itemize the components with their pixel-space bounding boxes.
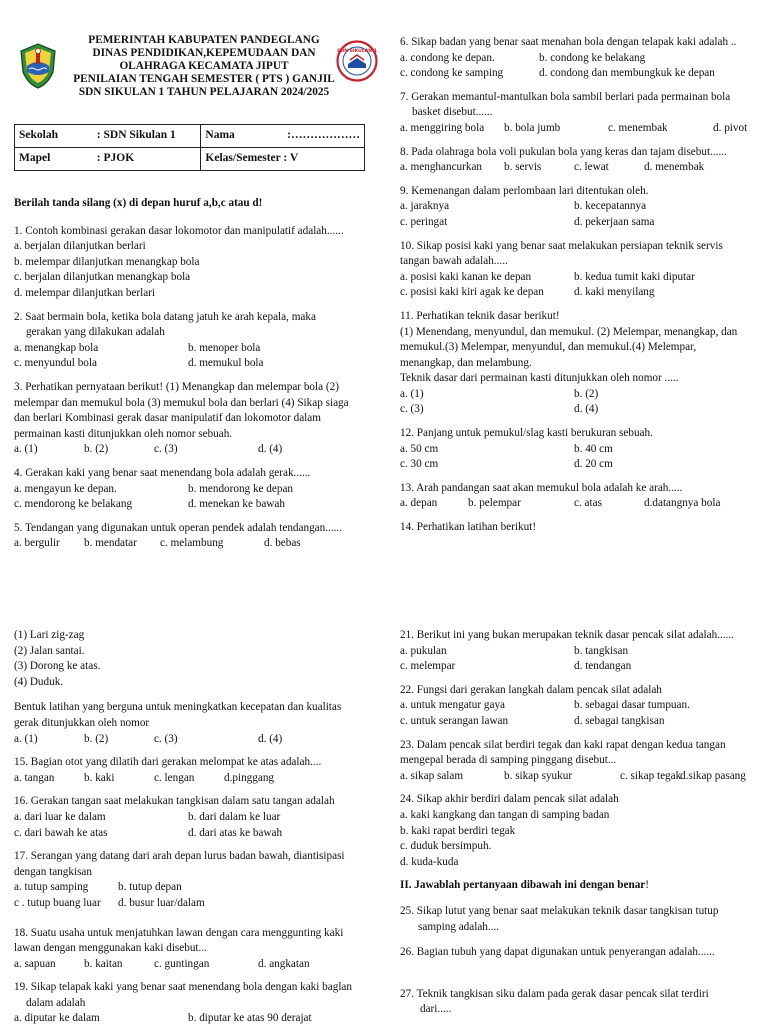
option[interactable]: c. atas [574,497,602,510]
question-26 [400,945,754,961]
header-line-2: DINAS PENDIDIKAN,KEPEMUDAAN DAN [92,47,316,59]
option[interactable]: d. (4) [258,443,283,456]
option[interactable]: a. depan [400,497,438,510]
question-2 [14,310,364,372]
list-item: (2) Jalan santai. [14,644,85,657]
section-2-heading [400,878,754,894]
option[interactable]: c. duduk bersimpuh. [400,840,492,853]
question-15 [14,755,364,786]
option[interactable]: a. (1) [14,443,38,456]
option[interactable]: c. menyundul bola [14,357,97,370]
pandeglang-regency-logo [18,42,58,90]
question-text: 25. Sikap lutut yang benar saat melakukan teknik dasar tangkisan tutup [400,904,719,917]
option[interactable]: a. 50 cm [400,442,439,455]
option[interactable]: c. peringat [400,215,448,228]
option[interactable]: d. menembak [644,161,705,174]
option[interactable]: c. lengan [154,771,195,784]
option[interactable]: d. sebagai tangkisan [574,714,665,727]
option[interactable]: b. kaki rapat berdiri tegak [400,824,516,837]
option[interactable]: a. untuk mengatur gaya [400,699,506,712]
sekolah-label: Sekolah [15,125,93,148]
option[interactable]: b. melempar dilanjutkan menangkap bola [14,255,200,268]
option[interactable]: a. menghancurkan [400,161,483,174]
question-body: (1) Menendang, menyundul, dan memukul. (2) Melempar, menangkap, dan memukul.(3) Melempar, menyundul, dan memukul.(4) Melempar, menangkap, dan melambung. [400,325,738,369]
option[interactable]: c . tutup buang luar [14,896,101,909]
option[interactable]: c. berjalan dilanjutkan menangkap bola [14,271,191,284]
option[interactable]: b. bola jumb [504,121,561,134]
question-22 [400,683,754,730]
question-text: 2. Saat bermain bola, ketika bola datang jatuh ke arah kepala, maka [14,310,316,323]
question-24 [400,792,754,870]
option[interactable]: b. dari dalam ke luar [188,810,281,823]
option[interactable]: d.datangnya bola [644,497,721,510]
question-14-list [14,628,364,690]
header-line-3: OLAHRAGA KECAMATA JIPUT [119,60,289,72]
option[interactable]: b. mendorong ke depan [188,482,294,495]
question-text: 22. Fungsi dari gerakan langkah dalam pencak silat adalah [400,683,662,696]
question-4 [14,466,364,513]
student-info-table [14,124,365,171]
option[interactable]: b. condong ke belakang [539,51,646,64]
option[interactable]: a. sikap salam [400,769,464,782]
question-14-cont [14,700,364,747]
question-ask: Teknik dasar dari permainan kasti ditunjukkan oleh nomor ..... [400,372,679,385]
option[interactable]: d.sikap pasang [680,769,746,782]
option[interactable]: a. (1) [14,732,38,745]
question-11 [400,309,752,418]
question-7 [400,90,752,137]
question-text: 18. Suatu usaha untuk menjatuhkan lawan dengan cara menggunting kaki lawan dengan menggunakan kaki disebut... [14,926,344,955]
option[interactable]: d. tendangan [574,660,632,673]
question-1 [14,224,364,302]
question-21 [400,628,754,675]
option[interactable]: a. condong ke depan. [400,51,495,64]
option[interactable]: a. posisi kaki kanan ke depan [400,270,532,283]
sekolah-value: : SDN Sikulan 1 [93,125,201,148]
right-column-page-2 [400,628,754,1026]
option[interactable]: b. kecepatannya [574,200,647,213]
option[interactable]: b. kaitan [84,957,123,970]
option[interactable]: d. bebas [264,537,301,550]
option[interactable]: a. berjalan dilanjutkan berlari [14,240,146,253]
option[interactable]: c. posisi kaki kiri agak ke depan [400,286,544,299]
option[interactable]: a. jaraknya [400,200,450,213]
instruction: Berilah tanda silang (x) di depan huruf a,b,c atau d! [14,197,263,209]
question-text: 12. Panjang untuk pemukul/slag kasti berukuran sebuah. [400,427,653,440]
nama-value[interactable]: :……………… [283,125,364,148]
letterhead-text [54,34,354,99]
option[interactable]: a. tutup samping [14,881,89,894]
question-text-cont: basket disebut...... [412,106,493,119]
option[interactable]: b. tutup depan [118,881,182,894]
option[interactable]: d. condong dan membungkuk ke depan [539,67,715,80]
option[interactable]: b. kedua tumit kaki diputar [574,270,695,283]
header-line-4: PENILAIAN TENGAH SEMESTER ( PTS ) GANJIL [73,73,335,85]
list-item: (3) Dorong ke atas. [14,660,101,673]
option[interactable]: d. menekan ke bawah [188,498,285,511]
option[interactable]: a. kaki kangkang dan tangan di samping badan [400,808,610,821]
option[interactable]: b. sikap syukur [504,769,573,782]
option[interactable]: b. mendatar [84,537,137,550]
option[interactable]: d. (4) [258,732,283,745]
question-text: 24. Sikap akhir berdiri dalam pencak silat adalah [400,793,619,806]
list-item: (4) Duduk. [14,675,64,688]
option[interactable]: c. untuk serangan lawan [400,714,509,727]
question-text: 26. Bagian tubuh yang dapat digunakan untuk penyerangan adalah...... [400,946,715,959]
option[interactable]: d. kuda-kuda [400,855,459,868]
question-17 [14,849,364,911]
question-text: 15. Bagian otot yang dilatih dari gerakan melompat ke atas adalah.... [14,756,322,769]
question-5 [14,521,364,552]
question-text: 13. Arah pandangan saat akan memukul bola adalah ke arah..... [400,481,683,494]
option[interactable]: c. condong ke samping [400,67,504,80]
nama-label: Nama [201,125,283,148]
question-12 [400,426,752,473]
question-text: 9. Kemenangan dalam perlombaan lari ditentukan oleh. [400,184,649,197]
question-text: 17. Serangan yang datang dari arah depan lurus badan bawah, diantisipasi dengan tangkisan [14,850,345,878]
option[interactable]: c. dari bawah ke atas [14,826,108,839]
left-column-page-1 [14,196,364,560]
option[interactable]: b. (2) [84,443,109,456]
question-8 [400,145,752,176]
option[interactable]: d. dari atas ke bawah [188,826,283,839]
option[interactable]: d. kaki menyilang [574,286,655,299]
option[interactable]: a. menangkap bola [14,341,99,354]
option[interactable]: c. 30 cm [400,458,439,471]
question-text-cont: dari..... [420,1003,452,1016]
option[interactable]: a. (1) [400,387,424,400]
option[interactable]: a. tangan [14,771,55,784]
question-text: 23. Dalam pencak silat berdiri tegak dan kaki rapat dengan kedua tangan mengepal berada di samping pinggang disebut... [400,738,726,767]
option[interactable]: d. angkatan [258,957,310,970]
option[interactable]: c. lewat [574,161,609,174]
question-text: 6. Sikap badan yang benar saat menahan bola dengan telapak kaki adalah .. [400,36,737,48]
option[interactable]: d. pekerjaan sama [574,215,655,228]
question-text: 3. Perhatikan pernyataan berikut! (1) Menangkap dan melempar bola (2) melempar dan memukul bola (3) memukul bola dan berlari (4) Sikap siaga dan berlari Kombinasi gerak dasar manipulatif dan lokomotor dalam permainan kasti ditunjukkan oleh nomor sebuah. [14,380,349,440]
question-3 [14,380,364,458]
question-text: 19. Sikap telapak kaki yang benar saat menendang bola dengan kaki baglan [14,981,352,994]
option[interactable]: d. pivot [713,121,748,134]
option[interactable]: c. sikap tegak [620,769,682,782]
option[interactable]: c. melambung [160,537,224,550]
question-6 [400,35,752,82]
section-2-mark: ! [645,879,649,892]
question-text: 8. Pada olahraga bola voli pukulan bola yang keras dan tajam disebut...... [400,145,727,158]
question-text: 14. Perhatikan latihan berikut! [400,521,537,534]
question-text: 10. Sikap posisi kaki yang benar saat melakukan persiapan teknik servis tangan bawah adalah..... [400,239,723,268]
option[interactable]: b. servis [504,161,542,174]
option[interactable]: c. guntingan [154,957,210,970]
option[interactable]: a. dari luar ke dalam [14,810,106,823]
question-27 [400,987,754,1018]
option[interactable]: b. sebagai dasar tumpuan. [574,699,690,712]
letterhead [14,34,377,100]
option[interactable]: c. menembak [608,121,668,134]
question-text-cont: gerakan yang dilakukan adalah [26,326,165,339]
option[interactable]: b. diputar ke atas 90 derajat [188,1012,312,1025]
question-text-cont: samping adalah.... [418,920,500,933]
option[interactable]: a. mengayun ke depan. [14,482,117,495]
option[interactable]: c. mendorong ke belakang [14,498,133,511]
question-text: 11. Perhatikan teknik dasar berikut! [400,309,560,322]
option[interactable]: a. menggiring bola [400,121,485,134]
school-logo [336,40,378,82]
question-13 [400,481,752,512]
option[interactable]: d. melempar dilanjutkan berlari [14,286,156,299]
mapel-value: : PJOK [93,148,201,171]
option[interactable]: c. (3) [400,403,424,416]
list-item: (1) Lari zig-zag [14,629,85,641]
question-text: 5. Tendangan yang digunakan untuk operan pendek adalah tendangan...... [14,521,343,534]
option[interactable]: a. sapuan [14,957,56,970]
option[interactable]: c. (3) [154,732,178,745]
option[interactable]: a. pukulan [400,644,447,657]
question-text-cont: dalam adalah [26,996,86,1009]
question-text: 27. Teknik tangkisan siku dalam pada gerak dasar pencak silat terdiri [400,987,709,1000]
option[interactable]: a. bergulir [14,537,60,550]
question-10 [400,239,752,301]
question-text: 7. Gerakan memantul-mantulkan bola sambil berlari pada permainan bola [400,90,731,103]
question-16 [14,794,364,841]
header-line-5: SDN SIKULAN 1 TAHUN PELAJARAN 2024/2025 [78,86,330,98]
right-column-page-1 [400,35,752,544]
question-14 [400,520,752,536]
option[interactable]: b. pelempar [468,497,521,510]
option[interactable]: d. 20 cm [574,458,613,471]
option[interactable]: b. tangkisan [574,644,629,657]
option[interactable]: a. diputar ke dalam [14,1012,100,1025]
question-text: 21. Berikut ini yang bukan merupakan teknik dasar pencak silat adalah...... [400,629,734,641]
option[interactable]: d.pinggang [224,771,275,784]
section-2-text: II. Jawablah pertanyaan dibawah ini dengan benar [400,879,646,892]
school-logo-text: SDN SIKULAN 1 [337,49,377,54]
question-25 [400,904,754,935]
option[interactable]: b. menoper bola [188,341,261,354]
option[interactable]: c. (3) [154,443,178,456]
question-19 [14,980,364,1027]
question-23 [400,738,754,785]
question-text: Bentuk latihan yang berguna untuk meningkatkan kecepatan dan kualitas gerak ditunjukkan oleh nomor [14,701,342,729]
question-18 [14,926,364,973]
option[interactable]: b. (2) [84,732,109,745]
option[interactable]: b. 40 cm [574,442,613,455]
option[interactable]: d. busur luar/dalam [118,896,205,909]
question-text: 16. Gerakan tangan saat melakukan tangkisan dalam satu tangan adalah [14,795,335,808]
option[interactable]: d. (4) [574,403,599,416]
option[interactable]: b. (2) [574,387,599,400]
question-text: 4. Gerakan kaki yang benar saat menendang bola adalah gerak...... [14,466,311,479]
header-line-1: PEMERINTAH KABUPATEN PANDEGLANG [88,34,320,46]
mapel-label: Mapel [15,148,93,171]
option[interactable]: c. melempar [400,660,456,673]
question-9 [400,184,752,231]
kelas-semester: Kelas/Semester : V [201,148,365,171]
option[interactable]: d. memukul bola [188,357,264,370]
left-column-page-2 [14,628,364,1035]
option[interactable]: b. kaki [84,771,115,784]
question-text: 1. Contoh kombinasi gerakan dasar lokomotor dan manipulatif adalah...... [14,224,344,237]
